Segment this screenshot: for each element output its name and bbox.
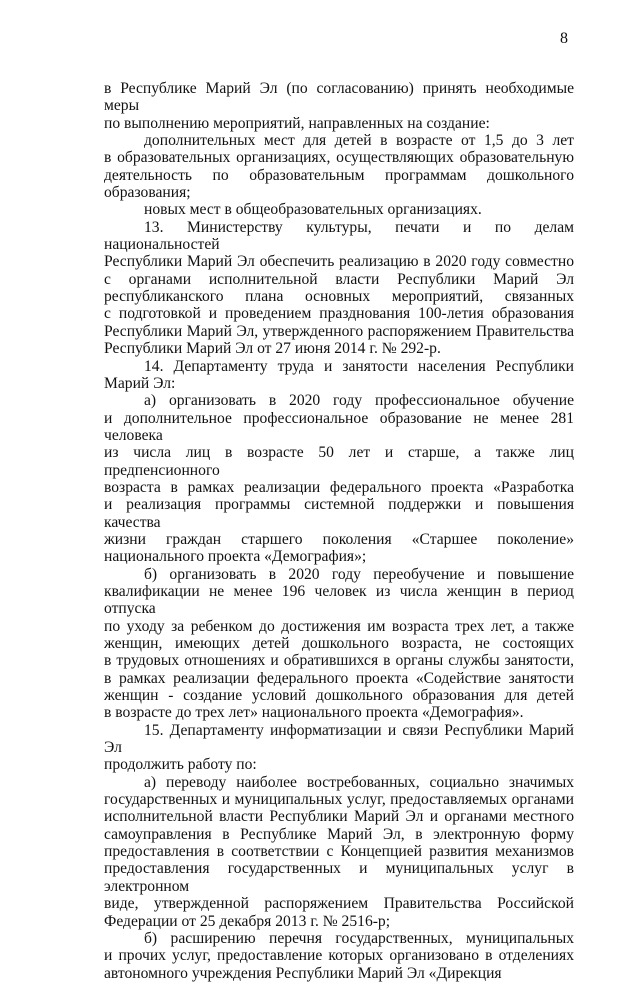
text-line: в рамках реализации федерального проекта «Содействие занятости	[104, 669, 574, 687]
paragraph	[104, 392, 574, 565]
text-line: в образовательных организациях, осуществляющих образовательную	[104, 149, 574, 167]
text-line: в возрасте до трех лет» национального проекта «Демография».	[104, 704, 524, 722]
page-number: 8	[560, 30, 568, 47]
text-line: самоуправления в Республике Марий Эл, в электронную форму	[104, 825, 574, 843]
text-line: Марий Эл:	[104, 374, 176, 392]
paragraph	[104, 774, 574, 930]
text-line: и реализация программы системной поддержки и повышения качества	[104, 496, 574, 531]
text-line: женщин, имеющих детей дошкольного возраста, не состоящих	[104, 635, 574, 652]
text-line: предоставления в соответствии с Концепцией развития механизмов	[104, 843, 574, 861]
text-line: Республики Марий Эл от 27 июня 2014 г. № 292-р.	[104, 340, 441, 358]
text-line: Республики Марий Эл обеспечить реализацию в 2020 году совместно	[104, 253, 574, 271]
text-line: Республики Марий Эл, утвержденного распоряжением Правительства	[104, 322, 574, 340]
text-line: по выполнению мероприятий, направленных на создание:	[104, 114, 490, 132]
text-line: республиканского плана основных мероприятий, связанных	[104, 288, 574, 306]
text-line: а) переводу наиболее востребованных, социально значимых	[144, 773, 574, 791]
text-line: б) организовать в 2020 году переобучение и повышение	[144, 565, 574, 583]
text-line: в Республике Марий Эл (по согласованию) принять необходимые меры	[104, 80, 574, 115]
paragraph	[104, 80, 574, 132]
text-line: и прочих услуг, предоставление которых организовано в отделениях	[104, 947, 574, 965]
text-line: женщин - создание условий дошкольного образования для детей	[104, 687, 574, 705]
document-body	[104, 80, 574, 982]
text-line: предоставления государственных и муниципальных услуг в электронном	[104, 860, 574, 895]
paragraph	[104, 722, 574, 774]
text-line: квалификации не менее 196 человек из числа женщин в период отпуска	[104, 582, 574, 618]
text-line: образования;	[104, 184, 191, 202]
text-line: возраста в рамках реализации федерального проекта «Разработка	[104, 478, 574, 496]
text-line: автономного учреждения Республики Марий Эл «Дирекция	[104, 964, 502, 982]
text-line: государственных и муниципальных услуг, предоставляемых органами	[104, 791, 574, 809]
text-line: 14. Департаменту труда и занятости населения Республики	[144, 357, 574, 375]
text-line: 15. Департаменту информатизации и связи Республики Марий Эл	[104, 721, 574, 757]
text-line: б) расширению перечня государственных, муниципальных	[144, 929, 574, 947]
paragraph	[104, 201, 574, 218]
text-line: новых мест в общеобразовательных организациях.	[144, 201, 482, 219]
text-line: и дополнительное профессиональное образование не менее 281 человека	[104, 409, 574, 444]
paragraph	[104, 358, 574, 393]
paragraph	[104, 566, 574, 722]
text-line: национального проекта «Демография»;	[104, 548, 367, 566]
text-line: с подготовкой и проведением празднования 100-летия образования	[104, 305, 574, 323]
text-line: в трудовых отношениях и обратившихся в органы службы занятости,	[104, 652, 574, 670]
text-line: деятельность по образовательным программам дошкольного	[104, 166, 574, 184]
text-line: продолжить работу по:	[104, 756, 257, 774]
paragraph	[104, 219, 574, 358]
text-line: исполнительной власти Республики Марий Эл и органами местного	[104, 808, 574, 826]
text-line: а) организовать в 2020 году профессиональное обучение	[144, 392, 574, 410]
text-line: по уходу за ребенком до достижения им возраста трех лет, а также	[104, 617, 574, 635]
text-line: 13. Министерству культуры, печати и по делам национальностей	[104, 218, 574, 254]
text-line: Федерации от 25 декабря 2013 г. № 2516-р;	[104, 912, 391, 930]
paragraph	[104, 132, 574, 201]
text-line: дополнительных мест для детей в возрасте от 1,5 до 3 лет	[144, 132, 574, 150]
text-line: из числа лиц в возрасте 50 лет и старше, а также лиц предпенсионного	[104, 444, 574, 479]
text-line: жизни граждан старшего поколения «Старшее поколение»	[104, 530, 574, 548]
text-line: виде, утвержденной распоряжением Правительства Российской	[104, 895, 574, 913]
paragraph	[104, 930, 574, 982]
text-line: с органами исполнительной власти Республики Марий Эл	[104, 270, 574, 288]
